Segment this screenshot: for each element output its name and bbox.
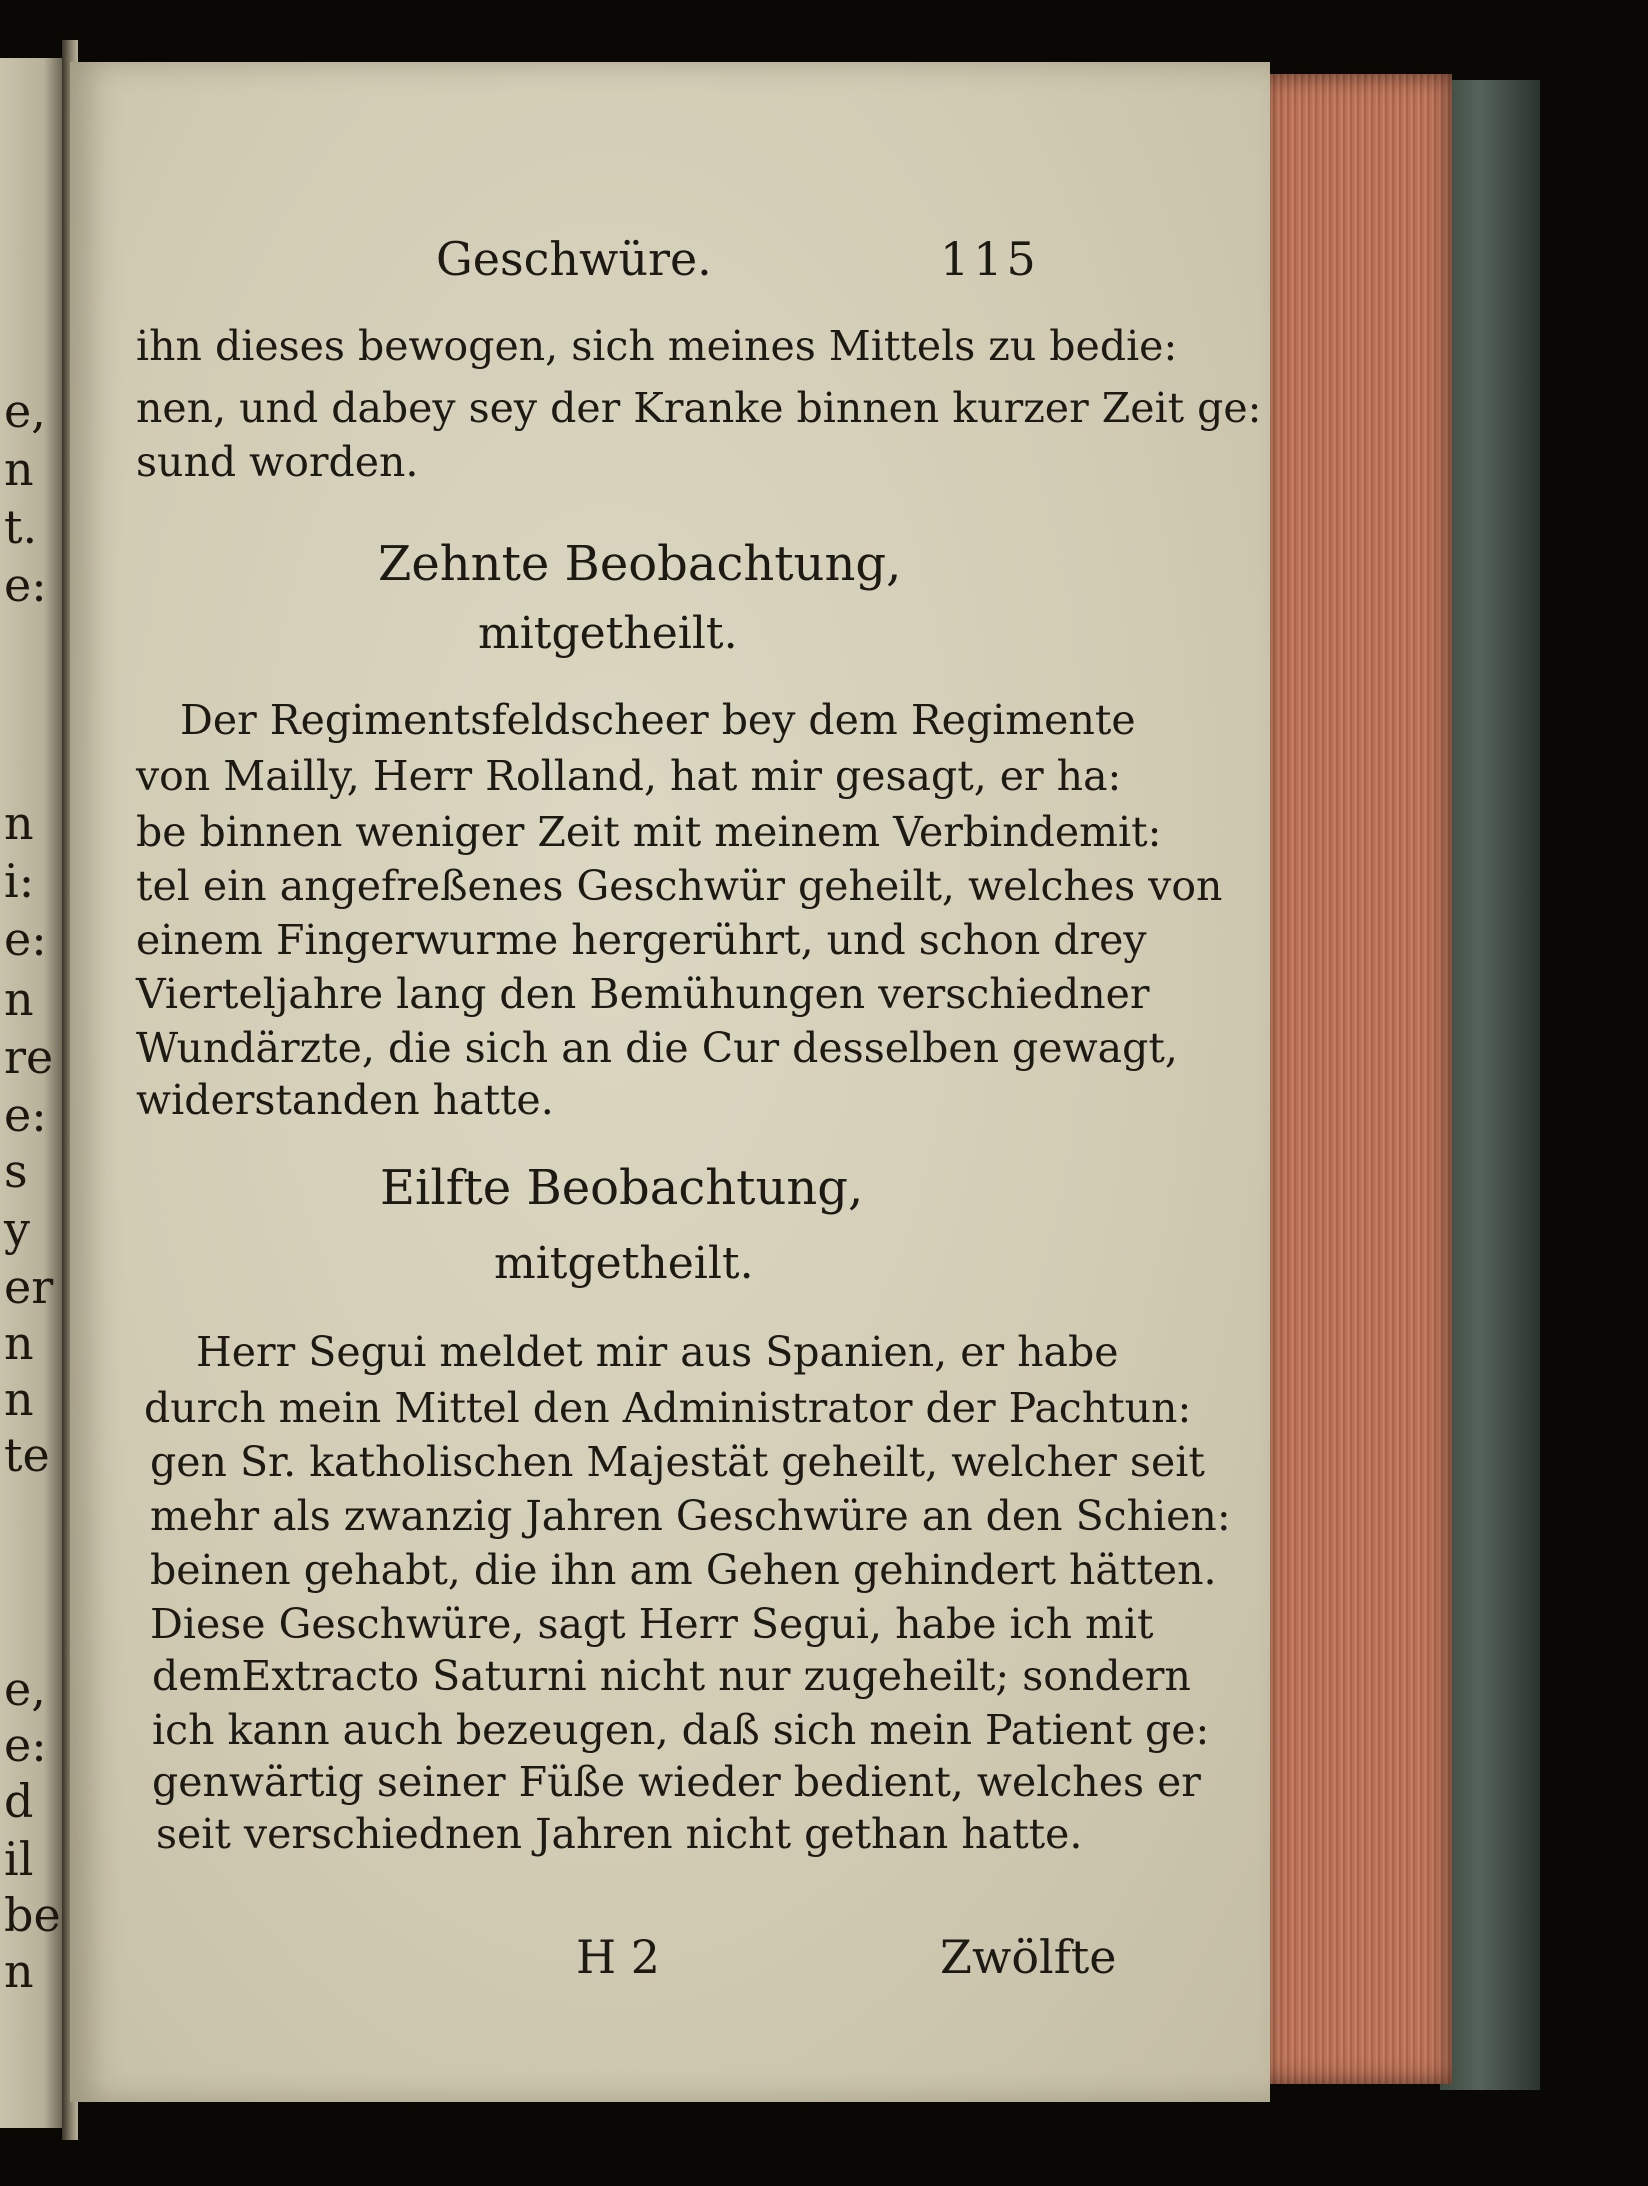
text-line: nen, und dabey sey der Kranke binnen kurzer Zeit ge:	[136, 384, 1262, 432]
left-page-edge	[0, 58, 62, 2128]
text-line: beinen gehabt, die ihn am Gehen gehindert hätten.	[150, 1546, 1217, 1594]
section-heading: Zehnte Beobachtung,	[378, 536, 902, 592]
text-line: Vierteljahre lang den Bemühungen verschiedner	[136, 970, 1150, 1018]
left-fragment: e:	[4, 558, 47, 612]
left-fragment: er	[4, 1260, 54, 1314]
signature-mark: H 2	[576, 1930, 661, 1984]
text-line: ihn dieses bewogen, sich meines Mittels zu bedie:	[136, 322, 1178, 370]
left-fragment: y	[4, 1202, 30, 1256]
left-fragment: il	[4, 1832, 34, 1886]
left-fragment: be	[4, 1888, 61, 1942]
text-line: demExtracto Saturni nicht nur zugeheilt; sondern	[152, 1652, 1191, 1700]
left-fragment: n	[4, 1316, 34, 1370]
text-line: gen Sr. katholischen Majestät geheilt, welcher seit	[150, 1438, 1205, 1486]
left-fragment: e,	[4, 384, 46, 438]
left-fragment: n	[4, 796, 34, 850]
running-header: Geschwüre.	[436, 232, 712, 286]
left-fragment: e:	[4, 1718, 47, 1772]
catchword: Zwölfte	[940, 1930, 1117, 1984]
text-line: be binnen weniger Zeit mit meinem Verbindemit:	[136, 808, 1162, 856]
text-line: sund worden.	[136, 438, 419, 486]
text-line: tel ein angefreßenes Geschwür geheilt, welches von	[136, 862, 1223, 910]
left-fragment: s	[4, 1144, 28, 1198]
page-fore-edge	[1262, 74, 1452, 2084]
section-subheading: mitgetheilt.	[494, 1238, 754, 1289]
text-line: Diese Geschwüre, sagt Herr Segui, habe ich mit	[150, 1600, 1154, 1648]
left-page-text-fragments	[0, 58, 62, 2128]
text-line: Herr Segui meldet mir aus Spanien, er habe	[196, 1328, 1119, 1376]
text-line: von Mailly, Herr Rolland, hat mir gesagt, er ha:	[136, 752, 1122, 800]
left-fragment: te	[4, 1428, 50, 1482]
text-line: ich kann auch bezeugen, daß sich mein Patient ge:	[152, 1706, 1210, 1754]
left-fragment: i:	[4, 854, 35, 908]
left-fragment: e:	[4, 1088, 47, 1142]
text-line: durch mein Mittel den Administrator der Pachtun:	[144, 1384, 1192, 1432]
left-fragment: n	[4, 1372, 34, 1426]
left-fragment: e:	[4, 912, 47, 966]
left-fragment: e,	[4, 1662, 46, 1716]
left-fragment: t.	[4, 500, 38, 554]
text-line: genwärtig seiner Füße wieder bedient, welches er	[152, 1758, 1201, 1806]
text-line: einem Fingerwurme hergerührt, und schon drey	[136, 916, 1147, 964]
page-number: 115	[940, 232, 1040, 286]
text-line: Wundärzte, die sich an die Cur desselben gewagt,	[136, 1024, 1178, 1072]
text-line: Der Regimentsfeldscheer bey dem Regimente	[180, 696, 1136, 744]
left-fragment: n	[4, 442, 34, 496]
left-fragment: d	[4, 1774, 34, 1828]
left-fragment: n	[4, 972, 34, 1026]
text-line: seit verschiednen Jahren nicht gethan hatte.	[156, 1810, 1083, 1858]
book-cover	[1440, 80, 1540, 2090]
left-fragment: re	[4, 1030, 54, 1084]
section-heading: Eilfte Beobachtung,	[380, 1160, 864, 1216]
text-line: mehr als zwanzig Jahren Geschwüre an den Schien:	[150, 1492, 1231, 1540]
text-line: widerstanden hatte.	[136, 1076, 554, 1124]
section-subheading: mitgetheilt.	[478, 608, 738, 659]
left-fragment: n	[4, 1944, 34, 1998]
